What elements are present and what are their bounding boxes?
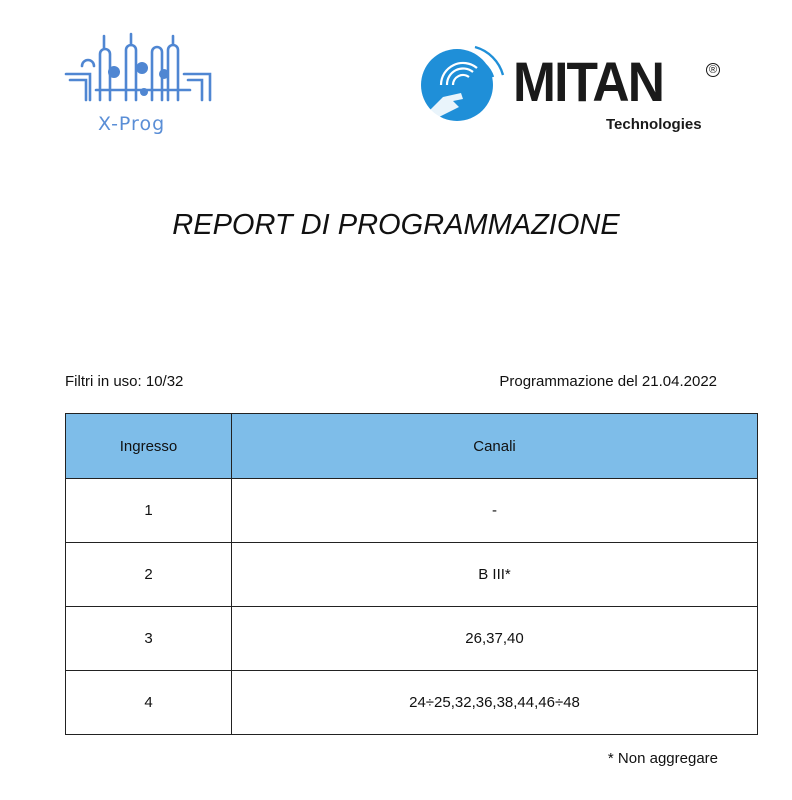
- header-input: Ingresso: [66, 414, 232, 479]
- row-channels: 24÷25,32,36,38,44,46÷48: [232, 671, 758, 735]
- mitan-logo: [413, 35, 733, 135]
- footnote: * Non aggregare: [607, 750, 718, 767]
- report-title: REPORT DI PROGRAMMAZIONE: [172, 209, 620, 241]
- channel-table: [65, 413, 758, 735]
- row-input: 2: [66, 543, 232, 607]
- row-input: 3: [66, 607, 232, 671]
- table-row: [66, 671, 758, 735]
- table-header-row: [66, 414, 758, 479]
- header-channels: Canali: [232, 414, 758, 479]
- xprog-logo: [60, 30, 220, 140]
- mitan-logo-subtitle: Technologies: [606, 116, 702, 133]
- mitan-logo-wordmark: MITAN: [513, 50, 664, 113]
- filters-in-use: Filtri in uso: 10/32: [65, 373, 184, 390]
- table-row: [66, 479, 758, 543]
- table-row: [66, 607, 758, 671]
- registered-mark-icon: ®: [706, 63, 720, 77]
- row-channels: 26,37,40: [232, 607, 758, 671]
- row-input: 4: [66, 671, 232, 735]
- programming-date: Programmazione del 21.04.2022: [499, 373, 717, 390]
- xprog-logo-text: X-Prog: [98, 113, 166, 135]
- row-channels: -: [232, 479, 758, 543]
- table-row: [66, 543, 758, 607]
- mitan-logo-icon: [413, 35, 509, 131]
- row-input: 1: [66, 479, 232, 543]
- xprog-logo-icon: [60, 30, 220, 110]
- row-channels: B III*: [232, 543, 758, 607]
